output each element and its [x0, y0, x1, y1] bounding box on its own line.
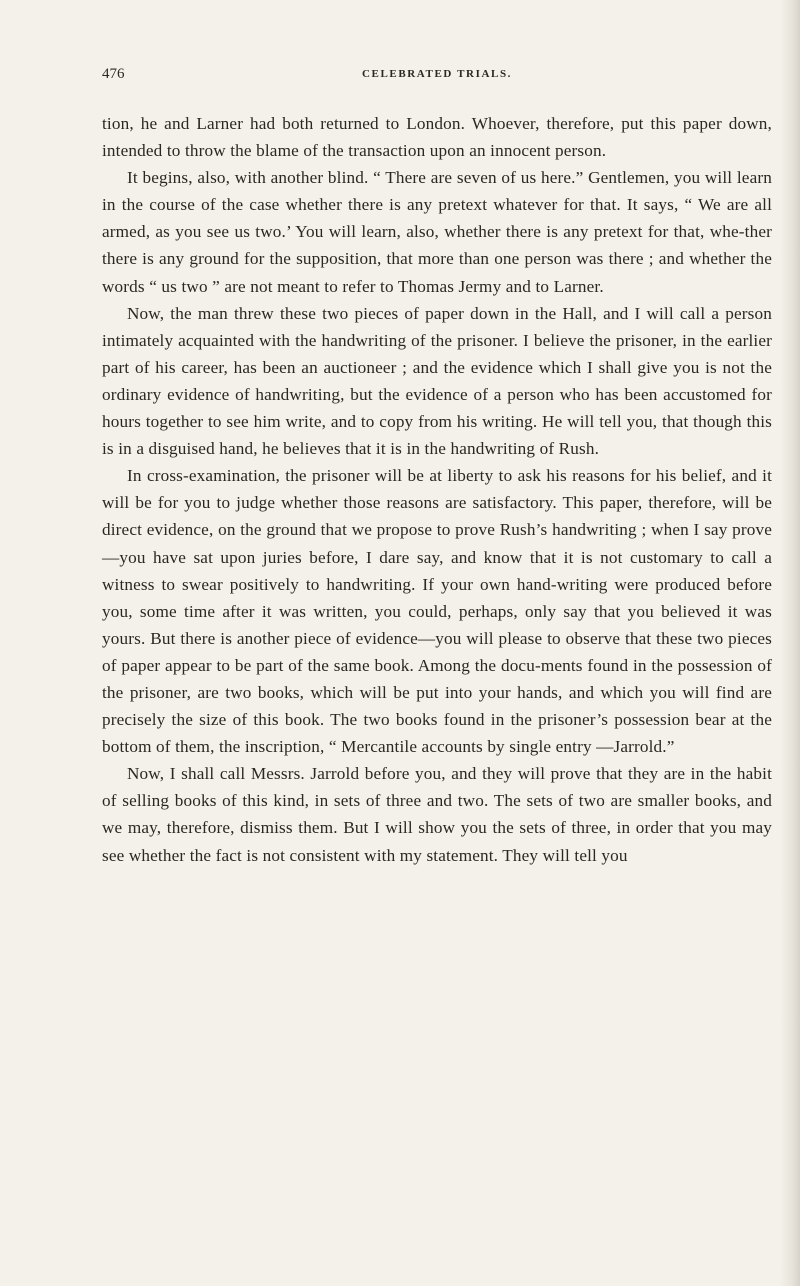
paragraph: Now, I shall call Messrs. Jarrold before you, and they will prove that they are in the habit of selling books of this kind, in sets of three and two. The sets of two are smaller books, and we may, therefore, dismiss them. But I will show you the sets of three, in order that you may see whether the fact is not consistent with my statement. They will tell you [102, 764, 772, 865]
running-title: CELEBRATED TRIALS. [361, 68, 513, 80]
paragraph: Now, the man threw these two pieces of paper down in the Hall, and I will call a person intimately acquainted with the handwriting of the prisoner. I believe the prisoner, in the earlier part of his career, has been an auctioneer ; and the evidence which I shall give you is not the ordinary evidence of handwriting, but the evidence of a person who has been accustomed for hours together to see him write, and to copy from his writing. He will tell you, that though this is in a disguised hand, he believes that it is in the handwriting of Rush. [102, 303, 772, 459]
page-number: 476 [102, 66, 125, 82]
paragraph: It begins, also, with another blind. “ There are seven of us here.” Gentlemen, you will learn in the course of the case whether there is any pretext whatever for that. It says, “ We are all armed, as you see us two.’ You will learn, also, whether there is any pretext for that, whe-ther there is any ground for the supposition, that more than one person was there ; and whether the words “ us two ” are not meant to refer to Thomas Jermy and to Larner. [102, 168, 772, 296]
body-text [102, 110, 772, 869]
paragraph: tion, he and Larner had both returned to London. Whoever, therefore, put this paper down, intended to throw the blame of the transaction upon an innocent person. [102, 114, 772, 161]
page-edge-shadow [780, 0, 800, 1286]
page-header [102, 64, 772, 84]
paragraph: In cross-examination, the prisoner will be at liberty to ask his reasons for his belief, and it will be for you to judge whether those reasons are satisfactory. This paper, therefore, will be direct evidence, on the ground that we propose to prove Rush’s handwriting ; when I say prove—you have sat upon juries before, I dare say, and know that it is not customary to call a witness to swear positively to handwriting. If your own hand-writing were produced before you, some time after it was written, you could, perhaps, only say that you believed it was yours. But there is another piece of evidence—you will please to observe that these two pieces of paper appear to be part of the same book. Among the docu-ments found in the possession of the prisoner, are two books, which will be put into your hands, and which you will find are precisely the size of this book. The two books found in the prisoner’s possession bear at the bottom of them, the inscription, “ Mercantile accounts by single entry —Jarrold.” [102, 466, 772, 757]
